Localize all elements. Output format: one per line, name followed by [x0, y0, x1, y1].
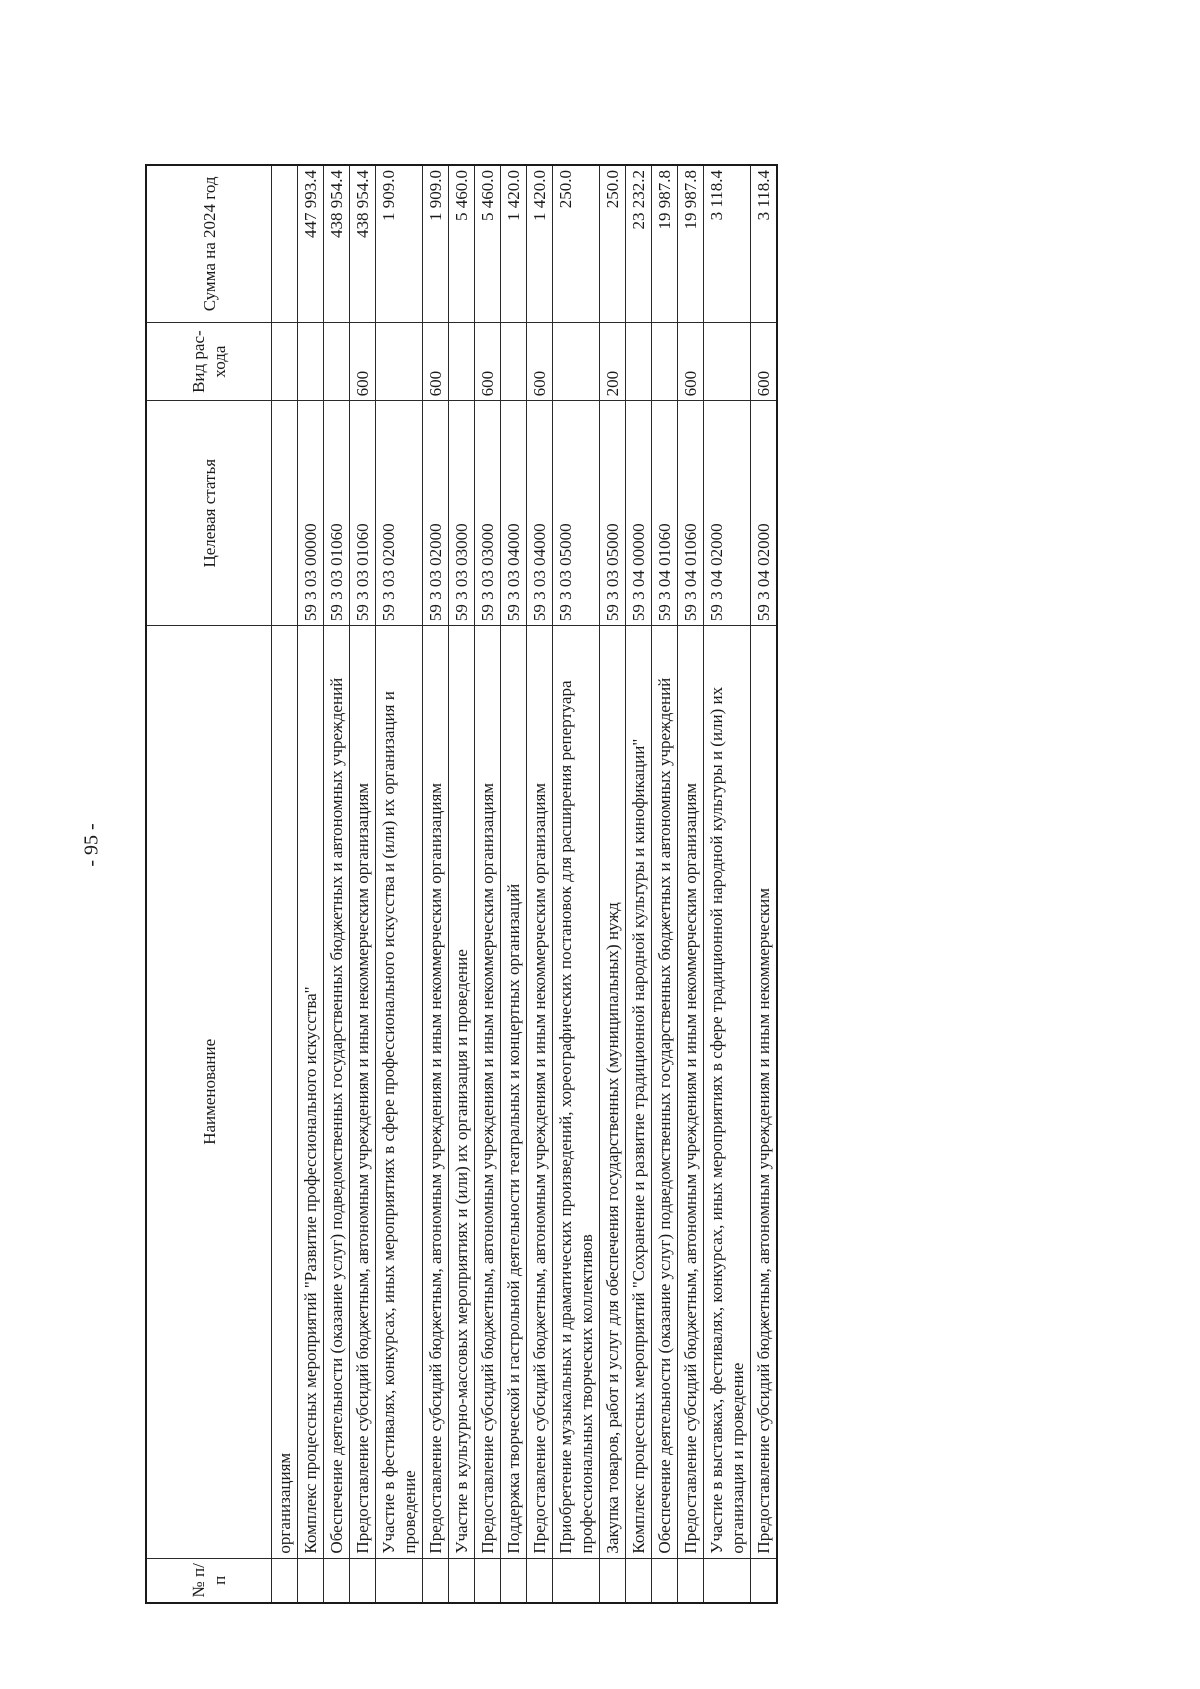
row-num-cell — [298, 1558, 324, 1603]
row-name-cell: Поддержка творческой и гастрольной деятельности театральных и концертных организаций — [501, 626, 527, 1558]
table-row — [704, 165, 751, 1603]
table-row — [501, 165, 527, 1603]
row-name-cell: Комплекс процессных мероприятий "Сохранение и развитие традиционной народной культуры и кинофикации" — [626, 626, 652, 1558]
row-code-cell: 59 3 03 05000 — [600, 401, 626, 626]
row-sum-cell: 1 909.0 — [423, 165, 449, 322]
table-row — [324, 165, 350, 1603]
table-row — [272, 165, 298, 1603]
row-sum-cell: 250.0 — [553, 165, 600, 322]
row-code-cell: 59 3 03 02000 — [376, 401, 423, 626]
row-code-cell: 59 3 03 04000 — [501, 401, 527, 626]
row-type-cell — [704, 322, 751, 401]
table-row — [600, 165, 626, 1603]
row-code-cell: 59 3 03 01060 — [350, 401, 376, 626]
row-type-cell — [553, 322, 600, 401]
row-sum-cell: 438 954.4 — [324, 165, 350, 322]
row-sum-cell: 5 460.0 — [449, 165, 475, 322]
row-type-cell: 600 — [678, 322, 704, 401]
table-row — [423, 165, 449, 1603]
table-row — [527, 165, 553, 1603]
row-code-cell: 59 3 03 00000 — [298, 401, 324, 626]
row-type-cell: 600 — [350, 322, 376, 401]
row-code-cell: 59 3 04 01060 — [678, 401, 704, 626]
row-sum-cell: 19 987.8 — [652, 165, 678, 322]
row-sum-cell: 1 420.0 — [501, 165, 527, 322]
row-sum-cell: 438 954.4 — [350, 165, 376, 322]
row-type-cell — [324, 322, 350, 401]
row-name-cell: Участие в фестивалях, конкурсах, иных мероприятиях в сфере профессионального искусства и (или) их организация и проведение — [376, 626, 423, 1558]
row-name-cell: Закупка товаров, работ и услуг для обеспечения государственных (муниципальных) нужд — [600, 626, 626, 1558]
row-num-cell — [475, 1558, 501, 1603]
table-row — [678, 165, 704, 1603]
row-type-cell — [449, 322, 475, 401]
table-row — [298, 165, 324, 1603]
header-name: Наименование — [146, 626, 272, 1558]
row-num-cell — [626, 1558, 652, 1603]
table-row — [553, 165, 600, 1603]
row-type-cell: 600 — [423, 322, 449, 401]
row-type-cell: 600 — [527, 322, 553, 401]
row-num-cell — [600, 1558, 626, 1603]
table-row — [751, 165, 778, 1603]
row-sum-cell: 447 993.4 — [298, 165, 324, 322]
row-type-cell — [652, 322, 678, 401]
row-code-cell: 59 3 03 02000 — [423, 401, 449, 626]
table-row — [376, 165, 423, 1603]
row-code-cell: 59 3 03 03000 — [449, 401, 475, 626]
row-sum-cell: 250.0 — [600, 165, 626, 322]
row-num-cell — [704, 1558, 751, 1603]
row-code-cell: 59 3 03 03000 — [475, 401, 501, 626]
row-type-cell: 600 — [751, 322, 778, 401]
row-code-cell: 59 3 04 01060 — [652, 401, 678, 626]
header-sum: Сумма на 2024 год — [146, 165, 272, 322]
row-name-cell: Предоставление субсидий бюджетным, автономным учреждениям и иным некоммерческим — [751, 626, 778, 1558]
table-row — [475, 165, 501, 1603]
row-sum-cell: 5 460.0 — [475, 165, 501, 322]
table-header-row — [146, 165, 272, 1603]
table-row — [652, 165, 678, 1603]
row-name-cell: Предоставление субсидий бюджетным, автономным учреждениям и иным некоммерческим организациям — [475, 626, 501, 1558]
header-num: № п/п — [146, 1558, 272, 1603]
header-code: Целевая статья — [146, 401, 272, 626]
row-sum-cell: 23 232.2 — [626, 165, 652, 322]
row-code-cell: 59 3 03 01060 — [324, 401, 350, 626]
budget-table-container — [145, 164, 845, 1604]
row-name-cell: организациям — [272, 626, 298, 1558]
row-name-cell: Предоставление субсидий бюджетным, автономным учреждениям и иным некоммерческим организациям — [678, 626, 704, 1558]
table-row — [626, 165, 652, 1603]
row-name-cell: Комплекс процессных мероприятий "Развитие профессионального искусства" — [298, 626, 324, 1558]
row-sum-cell: 19 987.8 — [678, 165, 704, 322]
table-body — [272, 165, 778, 1603]
row-name-cell: Предоставление субсидий бюджетным, автономным учреждениям и иным некоммерческим организациям — [350, 626, 376, 1558]
row-name-cell: Участие в культурно-массовых мероприятиях и (или) их организация и проведение — [449, 626, 475, 1558]
row-name-cell: Предоставление субсидий бюджетным, автономным учреждениям и иным некоммерческим организациям — [423, 626, 449, 1558]
row-num-cell — [376, 1558, 423, 1603]
row-num-cell — [553, 1558, 600, 1603]
row-code-cell: 59 3 04 02000 — [751, 401, 778, 626]
row-code-cell: 59 3 04 00000 — [626, 401, 652, 626]
row-num-cell — [449, 1558, 475, 1603]
row-num-cell — [527, 1558, 553, 1603]
row-sum-cell: 3 118.4 — [704, 165, 751, 322]
row-type-cell: 200 — [600, 322, 626, 401]
row-sum-cell: 3 118.4 — [751, 165, 778, 322]
row-code-cell: 59 3 03 04000 — [527, 401, 553, 626]
row-sum-cell — [272, 165, 298, 322]
row-type-cell — [298, 322, 324, 401]
row-code-cell: 59 3 04 02000 — [704, 401, 751, 626]
header-type: Вид рас- хода — [146, 322, 272, 401]
row-name-cell: Обеспечение деятельности (оказание услуг) подведомственных государственных бюджетных и автономных учреждений — [324, 626, 350, 1558]
row-name-cell: Участие в выставках, фестивалях, конкурсах, иных мероприятиях в сфере традиционной народной культуры и (или) их организация и проведение — [704, 626, 751, 1558]
row-type-cell — [501, 322, 527, 401]
row-num-cell — [501, 1558, 527, 1603]
row-name-cell: Приобретение музыкальных и драматических произведений, хореографических постановок для расширения репертуара профессиональных творческих коллективов — [553, 626, 600, 1558]
row-num-cell — [272, 1558, 298, 1603]
row-sum-cell: 1 909.0 — [376, 165, 423, 322]
row-sum-cell: 1 420.0 — [527, 165, 553, 322]
row-num-cell — [324, 1558, 350, 1603]
row-num-cell — [652, 1558, 678, 1603]
row-name-cell: Предоставление субсидий бюджетным, автономным учреждениям и иным некоммерческим организациям — [527, 626, 553, 1558]
row-code-cell — [272, 401, 298, 626]
table-row — [350, 165, 376, 1603]
row-num-cell — [423, 1558, 449, 1603]
row-num-cell — [350, 1558, 376, 1603]
row-num-cell — [751, 1558, 778, 1603]
row-type-cell: 600 — [475, 322, 501, 401]
row-num-cell — [678, 1558, 704, 1603]
row-type-cell — [626, 322, 652, 401]
table-row — [449, 165, 475, 1603]
row-code-cell: 59 3 03 05000 — [553, 401, 600, 626]
row-type-cell — [272, 322, 298, 401]
row-name-cell: Обеспечение деятельности (оказание услуг) подведомственных государственных бюджетных и автономных учреждений — [652, 626, 678, 1558]
row-type-cell — [376, 322, 423, 401]
budget-table — [145, 164, 778, 1604]
page-number: - 95 - — [80, 823, 103, 867]
